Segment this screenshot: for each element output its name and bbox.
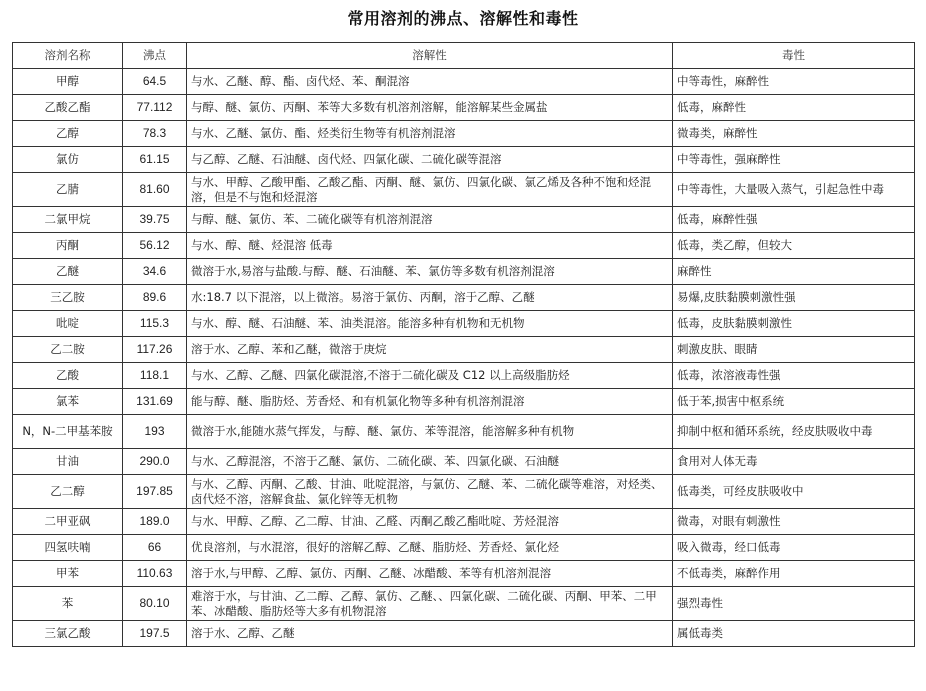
boiling-point-cell: 189.0 (123, 509, 187, 535)
boiling-point-cell: 39.75 (123, 207, 187, 233)
solubility-cell: 水:18.7 以下混溶，以上微溶。易溶于氯仿、丙酮，溶于乙醇、乙醚 (187, 285, 673, 311)
solvent-name-cell: 氯仿 (13, 147, 123, 173)
boiling-point-cell: 34.6 (123, 259, 187, 285)
toxicity-cell: 低毒，皮肤黏膜刺激性 (673, 311, 915, 337)
boiling-point-cell: 61.15 (123, 147, 187, 173)
boiling-point-cell: 115.3 (123, 311, 187, 337)
table-row (13, 337, 915, 363)
solubility-cell: 溶于水、乙醇、乙醚 (187, 621, 673, 647)
toxicity-cell: 中等毒性，强麻醉性 (673, 147, 915, 173)
table-row (13, 121, 915, 147)
toxicity-cell: 中等毒性，麻醉性 (673, 69, 915, 95)
table-body (13, 69, 915, 647)
header-solubility: 溶解性 (187, 43, 673, 69)
solvent-name-cell: N，N-二甲基苯胺 (13, 415, 123, 449)
table-row (13, 363, 915, 389)
solubility-cell: 与水、甲醇、乙酸甲酯、乙酸乙酯、丙酮、醚、氯仿、四氯化碳、氯乙烯及各种不饱和烃混溶，但是不与饱和烃混溶 (187, 173, 673, 207)
solubility-cell: 与水、甲醇、乙醇、乙二醇、甘油、乙醛、丙酮乙酸乙酯吡啶、芳烃混溶 (187, 509, 673, 535)
table-row (13, 415, 915, 449)
table-row (13, 449, 915, 475)
solvent-name-cell: 苯 (13, 587, 123, 621)
boiling-point-cell: 117.26 (123, 337, 187, 363)
solubility-cell: 溶于水,与甲醇、乙醇、氯仿、丙酮、乙醚、冰醋酸、苯等有机溶剂混溶 (187, 561, 673, 587)
solvent-name-cell: 吡啶 (13, 311, 123, 337)
table-row (13, 285, 915, 311)
table-row (13, 95, 915, 121)
table-row (13, 259, 915, 285)
solvent-name-cell: 乙醇 (13, 121, 123, 147)
table-row (13, 69, 915, 95)
solubility-cell: 与水、乙醚、氯仿、酯、烃类衍生物等有机溶剂混溶 (187, 121, 673, 147)
toxicity-cell: 低毒，浓溶液毒性强 (673, 363, 915, 389)
boiling-point-cell: 89.6 (123, 285, 187, 311)
boiling-point-cell: 77.112 (123, 95, 187, 121)
solubility-cell: 能与醇、醚、脂肪烃、芳香烃、和有机氯化物等多种有机溶剂混溶 (187, 389, 673, 415)
solubility-cell: 与乙醇、乙醚、石油醚、卤代烃、四氯化碳、二硫化碳等混溶 (187, 147, 673, 173)
toxicity-cell: 属低毒类 (673, 621, 915, 647)
table-row (13, 621, 915, 647)
solubility-cell: 优良溶剂，与水混溶，很好的溶解乙醇、乙醚、脂肪烃、芳香烃、氯化烃 (187, 535, 673, 561)
header-bp: 沸点 (123, 43, 187, 69)
header-toxicity: 毒性 (673, 43, 915, 69)
solvent-name-cell: 二甲亚砜 (13, 509, 123, 535)
boiling-point-cell: 56.12 (123, 233, 187, 259)
toxicity-cell: 微毒，对眼有刺激性 (673, 509, 915, 535)
toxicity-cell: 微毒类，麻醉性 (673, 121, 915, 147)
solvent-name-cell: 甘油 (13, 449, 123, 475)
table-row (13, 207, 915, 233)
boiling-point-cell: 66 (123, 535, 187, 561)
toxicity-cell: 食用对人体无毒 (673, 449, 915, 475)
toxicity-cell: 低毒，类乙醇，但较大 (673, 233, 915, 259)
boiling-point-cell: 197.85 (123, 475, 187, 509)
toxicity-cell: 抑制中枢和循环系统，经皮肤吸收中毒 (673, 415, 915, 449)
solvent-name-cell: 乙二胺 (13, 337, 123, 363)
boiling-point-cell: 64.5 (123, 69, 187, 95)
toxicity-cell: 吸入微毒，经口低毒 (673, 535, 915, 561)
table-row (13, 311, 915, 337)
solubility-cell: 微溶于水,能随水蒸气挥发，与醇、醚、氯仿、苯等混溶，能溶解多种有机物 (187, 415, 673, 449)
solubility-cell: 与水、醇、醚、石油醚、苯、油类混溶。能溶多种有机物和无机物 (187, 311, 673, 337)
table-row (13, 147, 915, 173)
boiling-point-cell: 110.63 (123, 561, 187, 587)
solubility-cell: 与水、乙醇、乙醚、四氯化碳混溶,不溶于二硫化碳及 C12 以上高级脂肪烃 (187, 363, 673, 389)
boiling-point-cell: 80.10 (123, 587, 187, 621)
solubility-cell: 溶于水、乙醇、苯和乙醚，微溶于庚烷 (187, 337, 673, 363)
boiling-point-cell: 81.60 (123, 173, 187, 207)
toxicity-cell: 不低毒类，麻醉作用 (673, 561, 915, 587)
boiling-point-cell: 131.69 (123, 389, 187, 415)
toxicity-cell: 强烈毒性 (673, 587, 915, 621)
solvent-name-cell: 丙酮 (13, 233, 123, 259)
boiling-point-cell: 78.3 (123, 121, 187, 147)
solvent-name-cell: 氯苯 (13, 389, 123, 415)
boiling-point-cell: 290.0 (123, 449, 187, 475)
toxicity-cell: 刺激皮肤、眼睛 (673, 337, 915, 363)
solubility-cell: 与水、乙醚、醇、酯、卤代烃、苯、酮混溶 (187, 69, 673, 95)
solubility-cell: 与水、乙醇混溶，不溶于乙醚、氯仿、二硫化碳、苯、四氯化碳、石油醚 (187, 449, 673, 475)
solvent-name-cell: 乙酸乙酯 (13, 95, 123, 121)
header-row (13, 43, 915, 69)
solubility-cell: 微溶于水,易溶与盐酸.与醇、醚、石油醚、苯、氯仿等多数有机溶剂混溶 (187, 259, 673, 285)
solvent-table (12, 42, 915, 647)
solvent-name-cell: 四氢呋喃 (13, 535, 123, 561)
toxicity-cell: 低毒，麻醉性 (673, 95, 915, 121)
header-name: 溶剂名称 (13, 43, 123, 69)
table-row (13, 173, 915, 207)
table-row (13, 587, 915, 621)
boiling-point-cell: 197.5 (123, 621, 187, 647)
solubility-cell: 与醇、醚、氯仿、丙酮、苯等大多数有机溶剂溶解，能溶解某些金属盐 (187, 95, 673, 121)
solvent-name-cell: 甲苯 (13, 561, 123, 587)
solvent-name-cell: 甲醇 (13, 69, 123, 95)
solvent-name-cell: 二氯甲烷 (13, 207, 123, 233)
solvent-name-cell: 乙醚 (13, 259, 123, 285)
solubility-cell: 与水、乙醇、丙酮、乙酸、甘油、吡啶混溶，与氯仿、乙醚、苯、二硫化碳等难溶，对烃类、卤代烃不溶，溶解食盐、氯化锌等无机物 (187, 475, 673, 509)
toxicity-cell: 低于苯,损害中枢系统 (673, 389, 915, 415)
solvent-name-cell: 三乙胺 (13, 285, 123, 311)
solvent-name-cell: 乙腈 (13, 173, 123, 207)
toxicity-cell: 低毒类，可经皮肤吸收中 (673, 475, 915, 509)
table-row (13, 509, 915, 535)
solubility-cell: 难溶于水，与甘油、乙二醇、乙醇、氯仿、乙醚、、四氯化碳、二硫化碳、丙酮、甲苯、二甲苯、冰醋酸、脂肪烃等大多有机物混溶 (187, 587, 673, 621)
toxicity-cell: 麻醉性 (673, 259, 915, 285)
table-row (13, 561, 915, 587)
solubility-cell: 与水、醇、醚、烃混溶 低毒 (187, 233, 673, 259)
toxicity-cell: 低毒，麻醉性强 (673, 207, 915, 233)
solubility-cell: 与醇、醚、氯仿、苯、二硫化碳等有机溶剂混溶 (187, 207, 673, 233)
boiling-point-cell: 193 (123, 415, 187, 449)
toxicity-cell: 中等毒性，大量吸入蒸气，引起急性中毒 (673, 173, 915, 207)
table-row (13, 475, 915, 509)
page-title: 常用溶剂的沸点、溶解性和毒性 (347, 9, 579, 28)
solvent-name-cell: 乙二醇 (13, 475, 123, 509)
solvent-name-cell: 三氯乙酸 (13, 621, 123, 647)
table-row (13, 389, 915, 415)
table-row (13, 535, 915, 561)
table-row (13, 233, 915, 259)
solvent-name-cell: 乙酸 (13, 363, 123, 389)
toxicity-cell: 易爆,皮肤黏膜刺激性强 (673, 285, 915, 311)
boiling-point-cell: 118.1 (123, 363, 187, 389)
